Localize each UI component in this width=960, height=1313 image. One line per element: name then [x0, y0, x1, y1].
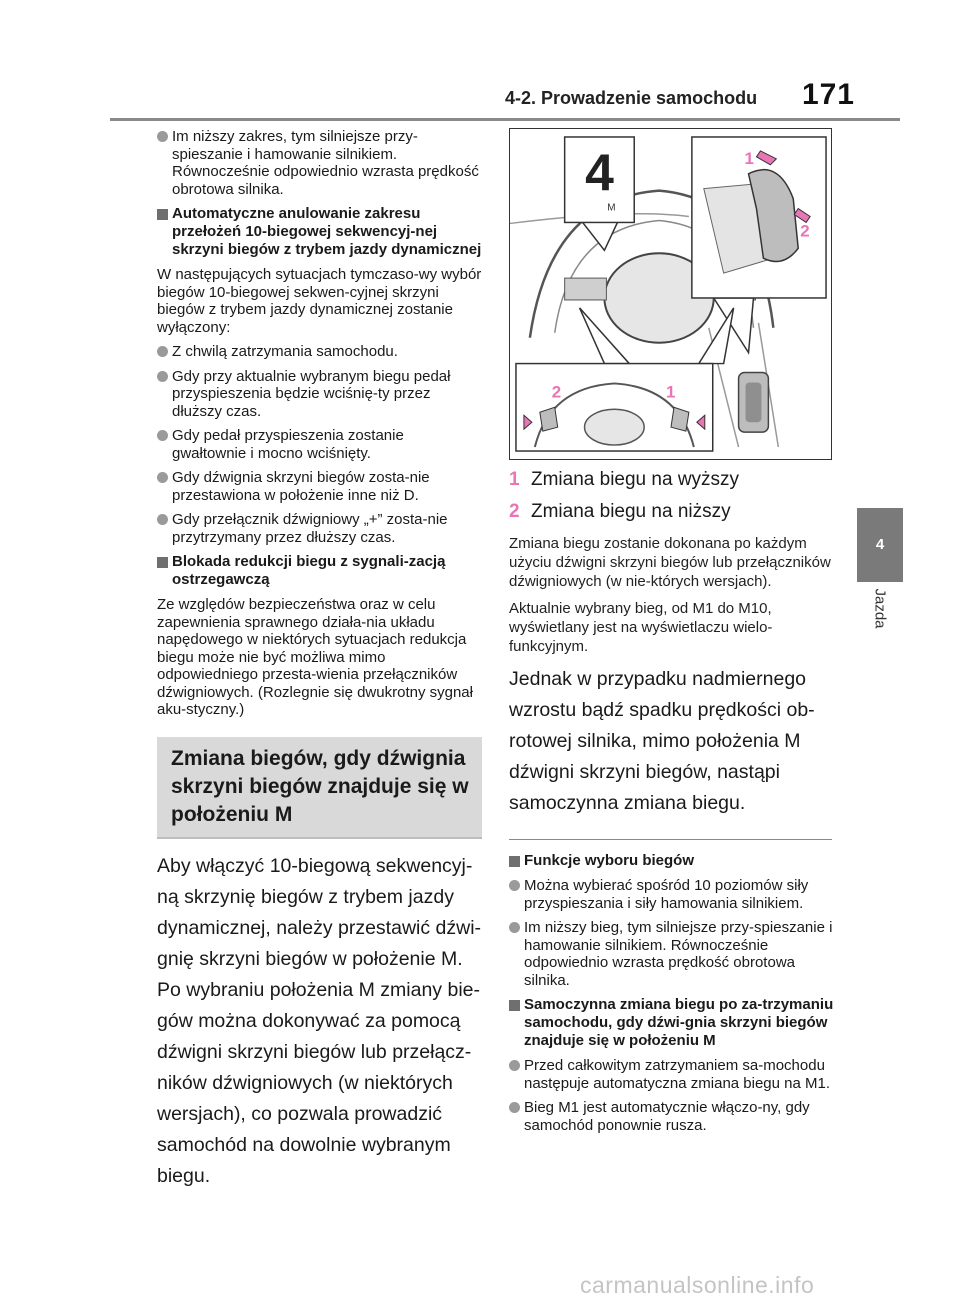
square-bullet-icon: [157, 557, 168, 568]
paragraph: Ze względów bezpieczeństwa oraz w celu zapewnienia sprawnego działa-nia układu napędowego w niektórych sytuacjach redukcja biegu może nie być możliwa mimo odpowiedniego przesta-wienia przełączników dźwigniowych. (Rozlegnie się dwukrotny sygnał aku-styczny.): [157, 596, 473, 718]
legend-item: [509, 468, 834, 492]
bullet-item: [157, 343, 482, 361]
bullet-text: Bieg M1 jest automatycznie włączo-ny, gdy samochód ponownie rusza.: [524, 1099, 810, 1134]
shifter-label-1: 1: [744, 148, 754, 168]
bullet-item: [157, 128, 482, 198]
bullet-dot-icon: [157, 430, 168, 441]
illustration-svg: [510, 129, 831, 459]
bullet-item: [509, 877, 834, 912]
legend-number: 2: [509, 501, 520, 522]
bullet-dot-icon: [509, 1060, 520, 1071]
chapter-number: 4: [875, 536, 885, 553]
shifter-label-2: 2: [800, 221, 810, 241]
steering-wheel-illustration: [509, 128, 832, 460]
watermark: carmanualsonline.info: [580, 1272, 815, 1298]
right-column: [509, 128, 834, 1141]
square-bullet-icon: [157, 209, 168, 220]
subheading-text: Blokada redukcji biegu z sygnali-zacją ostrzegawczą: [172, 553, 446, 588]
subheading: [509, 852, 834, 870]
bullet-item: [509, 1057, 834, 1092]
display-mode: M: [607, 202, 616, 214]
bullet-dot-icon: [157, 371, 168, 382]
header-rule: [110, 118, 900, 121]
legend-number: 1: [509, 469, 520, 490]
bullet-text: Gdy przy aktualnie wybranym biegu pedał przyspieszenia będzie wciśnię-ty przez dłuższy czas.: [172, 367, 451, 420]
square-bullet-icon: [509, 856, 520, 867]
right-paddle: [671, 407, 689, 431]
paddle-label-2: 2: [551, 382, 562, 402]
subheading: [157, 553, 482, 589]
paragraph: Zmiana biegu zostanie dokonana po każdym użyciu dźwigni skrzyni biegów lub przełączników dźwigniowych (w nie-których wersjach).: [509, 535, 831, 590]
left-column: [157, 128, 482, 1192]
subheading: [157, 205, 482, 259]
large-paragraph: Aby włączyć 10-biegową sekwencyj-ną skrzynię biegów z trybem jazdy dynamicznej, należy przestawić dźwi-gnię skrzyni biegów w położenie M. Po wybraniu położenia M zmiany bie-gów można dokonywać za pomocą dźwigni skrzyni biegów lub przełącz-ników dźwigniowych (w niektórych wersjach), co pozwala prowadzić samochód na dowolnie wybranym biegu.: [157, 854, 482, 1187]
square-bullet-icon: [509, 1000, 520, 1011]
bullet-dot-icon: [509, 880, 520, 891]
bullet-text: Można wybierać spośród 10 poziomów siły przyspieszania i siły hamowania silnikiem.: [524, 877, 809, 912]
bullet-item: [509, 1099, 834, 1134]
section-title: 4-2. Prowadzenie samochodu: [505, 88, 758, 108]
bullet-item: [157, 368, 482, 421]
paragraph: Aktualnie wybrany bieg, od M1 do M10, wyświetlany jest na wyświetlaczu wielo-funkcyjnym.: [509, 600, 773, 655]
chapter-tab: [857, 508, 903, 582]
left-spoke: [565, 278, 607, 300]
legend-text: Zmiana biegu na wyższy: [531, 469, 740, 490]
bullet-text: Im niższy zakres, tym silniejsze przy-spieszanie i hamowanie silnikiem. Równocześnie odpowiednio wzrasta prędkość obrotowa silnika.: [172, 128, 479, 198]
bullet-dot-icon: [157, 472, 168, 483]
subheading-text: Funkcje wyboru biegów: [524, 852, 695, 869]
paragraph: W następujących sytuacjach tymczaso-wy wybór biegów 10-biegowej sekwen-cyjnej skrzyni biegów z trybem jazdy dynamicznej zostanie wyłączony:: [157, 266, 482, 336]
bullet-dot-icon: [509, 1102, 520, 1113]
paddle-label-1: 1: [666, 382, 676, 402]
bullet-text: Im niższy bieg, tym silniejsze przy-spieszanie i hamowanie silnikiem. Równocześnie odpowiednio wzrasta prędkość obrotowa silnika.: [524, 919, 833, 989]
large-paragraph: Jednak w przypadku nadmiernego wzrostu bądź spadku prędkości ob-rotowej silnika, mimo położenia M dźwigni skrzyni biegów, nastąpi samoczynna zmiana biegu.: [509, 668, 815, 814]
legend-item: [509, 500, 834, 524]
bullet-dot-icon: [157, 131, 168, 142]
bullet-item: [509, 919, 834, 989]
bullet-item: [157, 511, 482, 546]
display-callout-pointer: [580, 218, 620, 250]
bullet-item: [157, 427, 482, 462]
left-paddle: [540, 407, 558, 431]
bullet-dot-icon: [157, 514, 168, 525]
subheading: [509, 996, 834, 1050]
bullet-text: Gdy pedał przyspieszenia zostanie gwałtownie i mocno wciśnięty.: [172, 427, 404, 462]
bullet-dot-icon: [509, 922, 520, 933]
legend-text: Zmiana biegu na niższy: [531, 501, 731, 522]
section-box-title: Zmiana biegów, gdy dźwignia skrzyni biegów znajduje się w położeniu M: [157, 737, 482, 839]
page-header: [505, 78, 855, 118]
bullet-item: [157, 469, 482, 504]
bullet-text: Gdy dźwignia skrzyni biegów zosta-nie przestawiona w położenie inne niż D.: [172, 469, 430, 504]
subheading-text: Automatyczne anulowanie zakresu przełożeń 10-biegowej sekwencyj-nej skrzyni biegów z trybem jazdy dynamicznej: [172, 205, 482, 258]
bullet-text: Z chwilą zatrzymania samochodu.: [172, 343, 398, 360]
chapter-label: Jazda: [871, 588, 889, 629]
bullet-text: Przed całkowitym zatrzymaniem sa-mochodu następuje automatyczna zmiana biegu na M1.: [524, 1057, 831, 1092]
page-number: 171: [801, 78, 855, 111]
section-divider: [509, 839, 832, 840]
display-digit: 4: [585, 143, 614, 202]
bullet-dot-icon: [157, 346, 168, 357]
subheading-text: Samoczynna zmiana biegu po za-trzymaniu samochodu, gdy dźwi-gnia skrzyni biegów znajduje się w położeniu M: [524, 996, 834, 1049]
bullet-text: Gdy przełącznik dźwigniowy „+” zosta-nie przytrzymany przez dłuższy czas.: [172, 511, 448, 546]
